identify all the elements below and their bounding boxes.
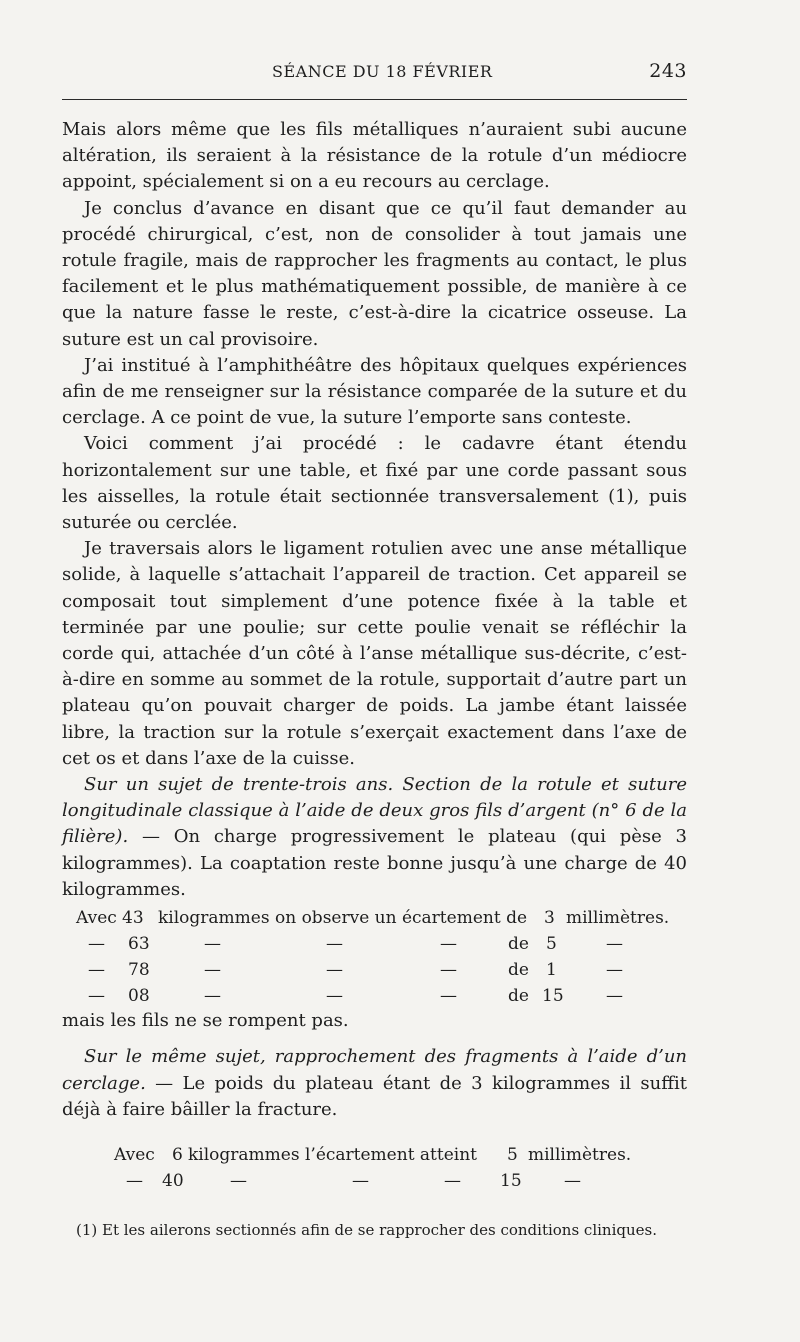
page-header bbox=[62, 60, 687, 90]
results-table-suture bbox=[76, 905, 676, 1009]
table-row bbox=[76, 931, 676, 957]
ditto-mark: — bbox=[606, 934, 623, 954]
row-de: de bbox=[508, 934, 529, 954]
ditto-mark: — bbox=[606, 986, 623, 1006]
row-mm: 5 bbox=[507, 1145, 518, 1165]
body-text bbox=[62, 117, 687, 903]
row-lead: Avec bbox=[76, 908, 117, 928]
row-mm: 1 bbox=[546, 960, 557, 980]
row-kg: 6 bbox=[172, 1145, 183, 1165]
ditto-mark: — bbox=[230, 1171, 247, 1191]
table-row bbox=[114, 1143, 674, 1169]
experiment-1-text: — On charge progressivement le plateau (qui pèse 3 kilogrammes). La coaptation reste bonne jusqu’à une charge de 40 kilogrammes. bbox=[62, 826, 687, 900]
table-row bbox=[76, 905, 676, 931]
paragraph: Mais alors même que les fils métalliques n’auraient subi aucune altération, ils seraient à la résistance de la rotule d’un médiocre appoint, spécialement si on a eu recours au cerclage. bbox=[62, 119, 687, 193]
ditto-mark: — bbox=[204, 960, 221, 980]
running-title: SÉANCE DU 18 FÉVRIER bbox=[272, 62, 493, 81]
page-number: 243 bbox=[649, 60, 687, 82]
ditto-mark: — bbox=[88, 986, 105, 1006]
experiment-1-paragraph bbox=[62, 772, 687, 903]
ditto-mark: — bbox=[606, 960, 623, 980]
row-lead: Avec bbox=[114, 1145, 155, 1165]
row-kg: 40 bbox=[162, 1171, 184, 1191]
ditto-mark: — bbox=[204, 986, 221, 1006]
ditto-mark: — bbox=[88, 960, 105, 980]
table-row bbox=[76, 957, 676, 983]
ditto-mark: — bbox=[126, 1171, 143, 1191]
results-table-cerclage bbox=[114, 1143, 674, 1195]
table-row bbox=[76, 983, 676, 1009]
ditto-mark: — bbox=[564, 1171, 581, 1191]
row-kg: 08 bbox=[128, 986, 150, 1006]
ditto-mark: — bbox=[352, 1171, 369, 1191]
row-suffix: kilogrammes l’écartement atteint bbox=[188, 1145, 477, 1165]
row-kg: 43 bbox=[122, 908, 144, 928]
paragraph: Voici comment j’ai procédé : le cadavre étant étendu horizontalement sur une table, et fixé par une corde passant sous les aisselles, la rotule était sectionnée transversalement (1), puis suturée ou cerclée. bbox=[62, 433, 687, 534]
ditto-mark: — bbox=[444, 1171, 461, 1191]
row-kg: 63 bbox=[128, 934, 150, 954]
row-de: de bbox=[508, 960, 529, 980]
header-rule bbox=[62, 99, 687, 100]
row-unit: millimètres. bbox=[566, 908, 670, 928]
paragraph: Je conclus d’avance en disant que ce qu’il faut demander au procédé chirurgical, c’est, non de consolider à tout jamais une rotule fragile, mais de rapprocher les fragments au contact, le plus facilement et le plus mathématiquement possible, de manière à ce que la nature fasse le reste, c’est-à-dire la cicatrice osseuse. La suture est un cal provisoire. bbox=[62, 197, 687, 350]
row-mm: 15 bbox=[500, 1171, 522, 1191]
paragraph: J’ai institué à l’amphithéâtre des hôpitaux quelques expériences afin de me renseigner sur la résistance comparée de la suture et du cerclage. A ce point de vue, la suture l’emporte sans conteste. bbox=[62, 354, 687, 429]
ditto-mark: — bbox=[326, 960, 343, 980]
ditto-mark: — bbox=[440, 986, 457, 1006]
row-de: de bbox=[508, 986, 529, 1006]
experiment-2-text: — Le poids du plateau étant de 3 kilogrammes il suffit déjà à faire bâiller la fracture. bbox=[62, 1072, 687, 1120]
experiment-2-paragraph bbox=[62, 1044, 687, 1124]
row-mm: 5 bbox=[546, 934, 557, 954]
ditto-mark: — bbox=[204, 934, 221, 954]
paragraph: Je traversais alors le ligament rotulien avec une anse métallique solide, à laquelle s’attachait l’appareil de traction. Cet appareil se composait tout simplement d’une potence fixée à la table et terminée par une poulie; sur cette poulie venait se réfléchir la corde qui, attachée d’un côté à l’anse métallique sus-décrite, c’est-à-dire en somme au sommet de la rotule, supportait d’autre part un plateau qu’on pouvait charger de poids. La jambe étant laissée libre, la traction sur la rotule s’exerçait exactement dans l’axe de cet os et dans l’axe de la cuisse. bbox=[62, 538, 687, 769]
experiment-1-heading: Sur un sujet de trente-trois ans. Section de la rotule et suture longitudinale classique à l’aide de deux gros fils d’argent (n° 6 de la filière). bbox=[62, 774, 687, 848]
experiment-2-block bbox=[62, 1044, 687, 1124]
ditto-mark: — bbox=[88, 934, 105, 954]
footnote: (1) Et les ailerons sectionnés afin de se rapprocher des conditions cliniques. bbox=[76, 1221, 657, 1239]
row-kg: 78 bbox=[128, 960, 150, 980]
ditto-mark: — bbox=[440, 934, 457, 954]
row-suffix: kilogrammes on observe un écartement de bbox=[158, 908, 528, 928]
row-mm: 3 bbox=[544, 908, 555, 928]
experiment-2-heading: Sur le même sujet, rapprochement des fragments à l’aide d’un cerclage. bbox=[62, 1046, 687, 1094]
after-table-text: mais les fils ne se rompent pas. bbox=[62, 1010, 349, 1031]
ditto-mark: — bbox=[326, 986, 343, 1006]
row-mm: 15 bbox=[542, 986, 564, 1006]
ditto-mark: — bbox=[326, 934, 343, 954]
ditto-mark: — bbox=[440, 960, 457, 980]
table-row bbox=[114, 1169, 674, 1195]
row-unit: millimètres. bbox=[528, 1145, 632, 1165]
